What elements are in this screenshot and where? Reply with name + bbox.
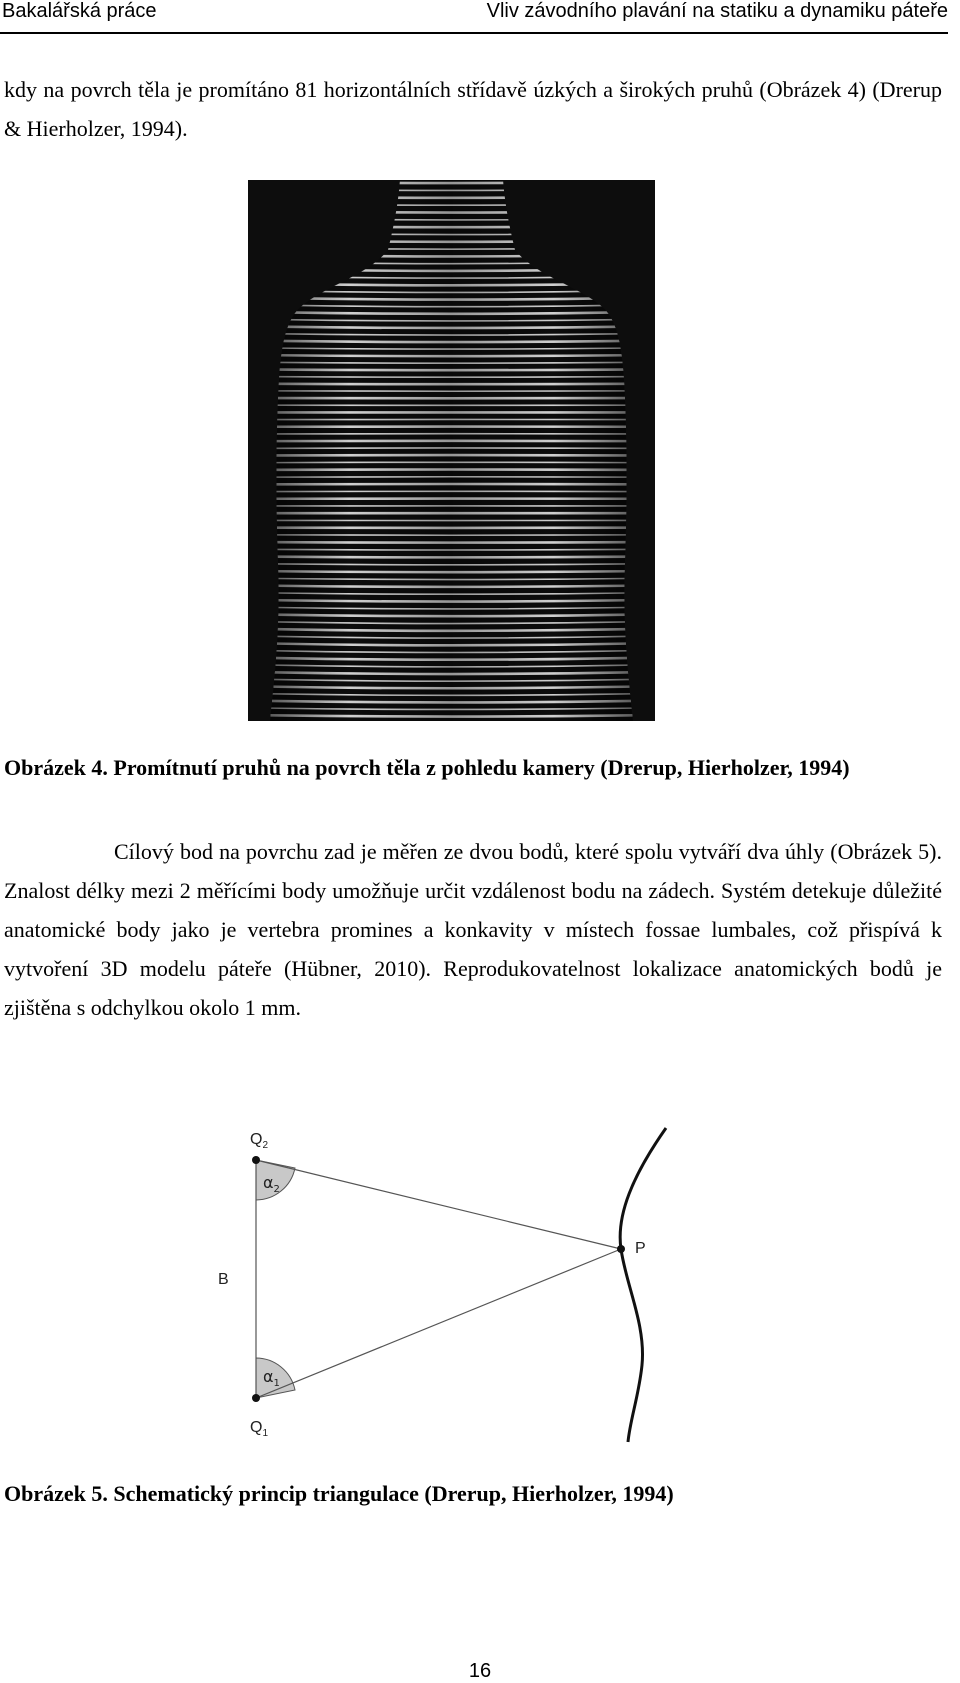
intro-paragraph: kdy na povrch těla je promítáno 81 horizontálních střídavě úzkých a širokých pruhů (Obrázek 4) (Drerup & Hierholzer, 1994). [4,77,942,141]
ray-q1-p [256,1249,621,1398]
header-right-title: Vliv závodního plavání na statiku a dynamiku páteře [486,0,948,22]
figure5-caption: Obrázek 5. Schematický princip triangulace (Drerup, Hierholzer, 1994) [4,1481,674,1506]
label-q1: $Q_1$ [250,1419,269,1439]
figure4-caption: Obrázek 4. Promítnutí pruhů na povrch těla z pohledu kamery (Drerup, Hierholzer, 1994) [4,755,850,780]
header-left-title: Bakalářská práce [2,0,157,22]
point-q2 [252,1156,260,1164]
label-alpha1: $\alpha_1$ [263,1367,280,1389]
running-header [0,0,948,34]
page-number: 16 [468,1660,492,1682]
label-p: P [635,1240,646,1257]
point-p [617,1245,625,1253]
label-alpha2: $\alpha_2$ [263,1173,280,1195]
back-surface-curve [620,1128,666,1442]
body-paragraph: Cílový bod na povrchu zad je měřen ze dvou bodů, které spolu vytváří dva úhly (Obrázek 5). Znalost délky mezi 2 měřícími body umožňuje určit vzdálenost bodu na zádech. Systém detekuje důležité anatomické body jako je vertebra promines a konkavity v místech fossae lumbales, což přispívá k vytvoření 3D modelu páteře (Hübner, 2010). Reprodukovatelnost lokalizace anatomických bodů je zjištěna s odchylkou okolo 1 mm. [4,839,942,1020]
figure4-stripe-photo [248,180,655,721]
label-q2: $Q_2$ [250,1131,269,1151]
figure5-triangulation-diagram [218,1120,688,1450]
ray-q2-p [256,1160,621,1249]
label-b: B [218,1271,229,1288]
point-q1 [252,1394,260,1402]
